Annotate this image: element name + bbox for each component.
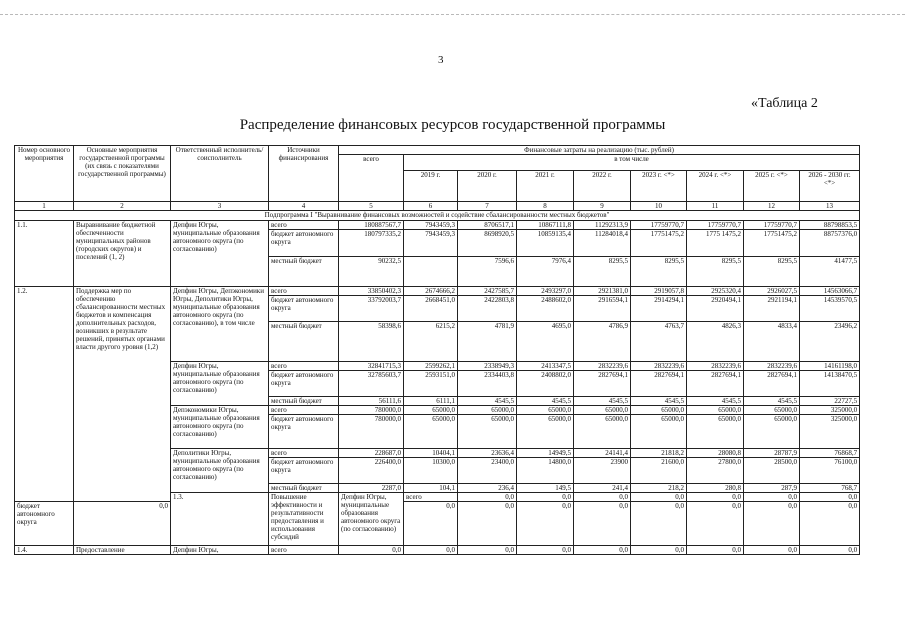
amount-2019: 6215,2: [404, 322, 458, 362]
amount-total: 32841715,3: [339, 362, 404, 371]
measure-number: 1.4.: [15, 546, 74, 555]
column-number: 4: [269, 202, 339, 211]
amount-2024: 0,0: [687, 502, 744, 546]
amount-total: 2287,0: [339, 484, 404, 493]
amount-2026-2030: 14539570,5: [800, 296, 860, 322]
header-measure-number: Номер основного мероприятия: [15, 146, 74, 202]
amount-2022: 65000,0: [574, 415, 631, 449]
amount-2023: 17759770,7: [631, 221, 687, 230]
amount-2023: 4763,7: [631, 322, 687, 362]
header-total: всего: [339, 155, 404, 202]
amount-2020: 23636,4: [458, 449, 517, 458]
amount-2021: 65000,0: [517, 415, 574, 449]
amount-2025: 2827694,1: [744, 371, 800, 397]
measure-executor: Депэкономики Югры, муниципальные образования автономного округа (по согласованию): [171, 406, 269, 449]
table-label: «Таблица 2: [751, 96, 818, 111]
amount-2019: 2593151,0: [404, 371, 458, 397]
column-number: 1: [15, 202, 74, 211]
amount-2026-2030: 14138470,5: [800, 371, 860, 397]
column-number: 9: [574, 202, 631, 211]
amount-2021: 10859135,4: [517, 230, 574, 257]
amount-2023: 2914294,1: [631, 296, 687, 322]
amount-total: 33792003,7: [339, 296, 404, 322]
header-financial-costs: Финансовые затраты на реализацию (тыс. рублей): [339, 146, 860, 155]
amount-2019: 6111,1: [404, 397, 458, 406]
source-regional-budget: бюджет автономного округа: [15, 502, 74, 546]
amount-total: 226400,0: [339, 458, 404, 484]
amount-2019: 2674666,2: [404, 287, 458, 296]
column-number: 2: [74, 202, 171, 211]
amount-2024: 28080,8: [687, 449, 744, 458]
subprogram-title: Подпрограмма I "Выравнивание финансовых возможностей и содействие сбалансированности местных бюджетов": [15, 211, 860, 221]
header-year-2022: 2022 г.: [574, 171, 631, 202]
amount-2023: 65000,0: [631, 415, 687, 449]
amount-total: 0,0: [339, 546, 404, 555]
amount-2019: [404, 257, 458, 287]
amount-2024: 0,0: [800, 493, 860, 502]
source-regional-budget: бюджет автономного округа: [269, 296, 339, 322]
amount-2026-2030: 325000,0: [800, 415, 860, 449]
amount-2021: 2408802,0: [517, 371, 574, 397]
amount-2024: 8295,5: [687, 257, 744, 287]
source-regional-budget: бюджет автономного округа: [269, 415, 339, 449]
amount-2020: 65000,0: [458, 415, 517, 449]
header-years-2026-2030: 2026 - 2030 гг. <*>: [800, 171, 860, 202]
amount-2023: 21600,0: [631, 458, 687, 484]
amount-2022: 2832239,6: [574, 362, 631, 371]
amount-2024: 4826,3: [687, 322, 744, 362]
amount-2020: 23400,0: [458, 458, 517, 484]
source-regional-budget: бюджет автономного округа: [269, 458, 339, 484]
amount-2023: 17751475,2: [631, 230, 687, 257]
amount-2022: 24141,4: [574, 449, 631, 458]
amount-2025: 2832239,6: [744, 362, 800, 371]
column-number: 11: [687, 202, 744, 211]
amount-2021: 4545,5: [517, 397, 574, 406]
amount-2019: 0,0: [517, 493, 574, 502]
amount-2024: 2925320,4: [687, 287, 744, 296]
amount-2020: 8698920,5: [458, 230, 517, 257]
amount-2025: 28500,0: [744, 458, 800, 484]
amount-2019: 104,1: [404, 484, 458, 493]
header-year-2020: 2020 г.: [458, 171, 517, 202]
amount-2026-2030: 23496,2: [800, 322, 860, 362]
document-title: Распределение финансовых ресурсов государственной программы: [239, 117, 666, 133]
header-year-2021: 2021 г.: [517, 171, 574, 202]
column-number: 6: [404, 202, 458, 211]
amount-2025: 8295,5: [744, 257, 800, 287]
amount-total: 228687,0: [339, 449, 404, 458]
amount-2022: 2921381,0: [574, 287, 631, 296]
measure-number: 1.1.: [15, 221, 74, 287]
amount-2020: 2422803,8: [458, 296, 517, 322]
header-executor: Ответственный исполнитель/ соисполнитель: [171, 146, 269, 202]
column-numbers-row: [15, 202, 860, 211]
amount-2023: 2827694,1: [631, 371, 687, 397]
page-edge-dashed-line: [0, 14, 905, 15]
amount-2025: 28787,9: [744, 449, 800, 458]
column-number: 10: [631, 202, 687, 211]
amount-2026-2030: 76100,0: [800, 458, 860, 484]
source-local-budget: местный бюджет: [269, 484, 339, 493]
source-total: всего: [404, 493, 458, 502]
amount-2024: 4545,5: [687, 397, 744, 406]
amount-2023: 0,0: [631, 502, 687, 546]
amount-2020: 0,0: [574, 493, 631, 502]
amount-2024: 27800,0: [687, 458, 744, 484]
amount-total: 180887567,7: [339, 221, 404, 230]
amount-2021: 4695,0: [517, 322, 574, 362]
amount-2022: 0,0: [574, 502, 631, 546]
amount-2021: 2493297,0: [517, 287, 574, 296]
amount-2026-2030: 0,0: [800, 546, 860, 555]
source-regional-budget: бюджет автономного округа: [269, 230, 339, 257]
amount-2023: 218,2: [631, 484, 687, 493]
amount-2025: 2921194,1: [744, 296, 800, 322]
amount-2024: 17759770,7: [687, 221, 744, 230]
amount-2026-2030: 325000,0: [800, 406, 860, 415]
amount-2021: 0,0: [517, 502, 574, 546]
amount-2022: 0,0: [574, 546, 631, 555]
amount-2021: 65000,0: [517, 406, 574, 415]
amount-2021: 14949,5: [517, 449, 574, 458]
amount-2020: 4781,9: [458, 322, 517, 362]
amount-2020: 2338949,3: [458, 362, 517, 371]
source-local-budget: местный бюджет: [269, 322, 339, 362]
amount-2021: 2488602,0: [517, 296, 574, 322]
amount-2019: 7943459,3: [404, 230, 458, 257]
column-number: 13: [800, 202, 860, 211]
amount-2025: 4833,4: [744, 322, 800, 362]
amount-total: 780000,0: [339, 406, 404, 415]
amount-2022: 11292313,9: [574, 221, 631, 230]
amount-2023: 21818,2: [631, 449, 687, 458]
header-year-2019: 2019 г.: [404, 171, 458, 202]
amount-2021: 0,0: [517, 546, 574, 555]
amount-2020: 0,0: [458, 546, 517, 555]
amount-2024: 65000,0: [687, 415, 744, 449]
source-total: всего: [269, 287, 339, 296]
amount-2020: 2427585,7: [458, 287, 517, 296]
amount-total: 58398,6: [339, 322, 404, 362]
amount-2024: 0,0: [687, 546, 744, 555]
source-local-budget: местный бюджет: [269, 257, 339, 287]
measure-executor: Деполитики Югры, муниципальные образования автономного округа (по согласованию): [171, 449, 269, 493]
amount-total: 0,0: [74, 502, 171, 546]
amount-2022: 0,0: [687, 493, 744, 502]
column-number: 5: [339, 202, 404, 211]
column-number: 8: [517, 202, 574, 211]
amount-2020: 0,0: [458, 502, 517, 546]
amount-2020: 8706517,1: [458, 221, 517, 230]
amount-2023: 65000,0: [631, 406, 687, 415]
amount-2022: 4545,5: [574, 397, 631, 406]
amount-2021: 14800,0: [517, 458, 574, 484]
column-number: 7: [458, 202, 517, 211]
amount-2024: 280,8: [687, 484, 744, 493]
amount-2025: 65000,0: [744, 415, 800, 449]
amount-2019: 7943459,3: [404, 221, 458, 230]
header-year-2024: 2024 г. <*>: [687, 171, 744, 202]
source-total: всего: [269, 406, 339, 415]
measure-executor: Депфин Югры, муниципальные образования автономного округа (по согласованию): [171, 221, 269, 287]
amount-2021: 149,5: [517, 484, 574, 493]
measure-name: Выравнивание бюджетной обеспеченности муниципальных районов (городских округов) и поселений (1, 2): [74, 221, 171, 287]
amount-2022: 4786,9: [574, 322, 631, 362]
amount-2023: 2919057,8: [631, 287, 687, 296]
source-regional-budget: бюджет автономного округа: [269, 371, 339, 397]
column-number: 3: [171, 202, 269, 211]
amount-2019: 65000,0: [404, 415, 458, 449]
amount-2019: 2599262,1: [404, 362, 458, 371]
amount-total: 780000,0: [339, 415, 404, 449]
measure-executor: Депфин Югры, муниципальные образования автономного округа (по согласованию): [339, 493, 404, 546]
amount-total: 0,0: [458, 493, 517, 502]
amount-2020: 236,4: [458, 484, 517, 493]
amount-2021: 2413347,5: [517, 362, 574, 371]
amount-2019: 0,0: [404, 546, 458, 555]
financial-resources-table: [14, 145, 860, 555]
source-total: всего: [269, 221, 339, 230]
amount-2023: 0,0: [631, 546, 687, 555]
amount-total: 180797335,2: [339, 230, 404, 257]
amount-2026-2030: 768,7: [800, 484, 860, 493]
amount-2026-2030: 41477,5: [800, 257, 860, 287]
amount-2021: 0,0: [631, 493, 687, 502]
amount-2022: 2916594,1: [574, 296, 631, 322]
measure-name: Поддержка мер по обеспечению сбалансированности местных бюджетов и компенсация дополнительных расходов, возникших в результате решений, принятых органами власти другого уровня (1,2): [74, 287, 171, 502]
header-year-2023: 2023 г. <*>: [631, 171, 687, 202]
amount-2021: 10867111,8: [517, 221, 574, 230]
amount-2023: 0,0: [744, 493, 800, 502]
amount-2025: 17759770,7: [744, 221, 800, 230]
amount-2025: 17751475,2: [744, 230, 800, 257]
amount-2026-2030: 88798853,5: [800, 221, 860, 230]
header-including: в том числе: [404, 155, 860, 171]
amount-2022: 23900: [574, 458, 631, 484]
amount-2025: 0,0: [744, 502, 800, 546]
amount-total: 56111,6: [339, 397, 404, 406]
measure-executor: Депфин Югры, Депэкономики Югры, Деполитики Югры, муниципальные образования автономного округа (по согласованию), в том числе: [171, 287, 269, 362]
amount-2020: 65000,0: [458, 406, 517, 415]
amount-2025: 0,0: [744, 546, 800, 555]
header-funding-sources: Источники финансирования: [269, 146, 339, 202]
amount-2026-2030: 14161198,0: [800, 362, 860, 371]
amount-2020: 4545,5: [458, 397, 517, 406]
source-total: всего: [269, 449, 339, 458]
source-local-budget: местный бюджет: [269, 397, 339, 406]
amount-2024: 2920494,1: [687, 296, 744, 322]
measure-name: Предоставление: [74, 546, 171, 555]
measure-name: Повышение эффективности и результативности предоставления и использования субсидий: [269, 493, 339, 546]
measure-executor: Депфин Югры, муниципальные образования автономного округа (по согласованию): [171, 362, 269, 406]
source-total: всего: [269, 546, 339, 555]
measure-number: 1.2.: [15, 287, 74, 502]
header-year-2025: 2025 г. <*>: [744, 171, 800, 202]
amount-2021: 7976,4: [517, 257, 574, 287]
amount-2023: 4545,5: [631, 397, 687, 406]
amount-2019: 0,0: [404, 502, 458, 546]
amount-2025: 287,9: [744, 484, 800, 493]
amount-2022: 8295,5: [574, 257, 631, 287]
amount-total: 32785603,7: [339, 371, 404, 397]
measure-executor: Депфин Югры,: [171, 546, 269, 555]
amount-2025: 4545,5: [744, 397, 800, 406]
amount-2019: 10404,1: [404, 449, 458, 458]
amount-2019: 10300,0: [404, 458, 458, 484]
amount-2026-2030: 14563066,7: [800, 287, 860, 296]
amount-2024: 2827694,1: [687, 371, 744, 397]
amount-2020: 2334403,8: [458, 371, 517, 397]
amount-2019: 65000,0: [404, 406, 458, 415]
amount-2020: 7596,6: [458, 257, 517, 287]
amount-2022: 241,4: [574, 484, 631, 493]
header-main-measures: Основные мероприятия государственной программы (их связь с показателями государственной программы): [74, 146, 171, 202]
amount-2026-2030: 0,0: [800, 502, 860, 546]
page-number: 3: [438, 54, 444, 66]
amount-2025: 2926027,5: [744, 287, 800, 296]
amount-2026-2030: 22727,5: [800, 397, 860, 406]
source-total: всего: [269, 362, 339, 371]
amount-2024: 2832239,6: [687, 362, 744, 371]
amount-2024: 1775 1475,2: [687, 230, 744, 257]
amount-2022: 65000,0: [574, 406, 631, 415]
amount-2026-2030: 76868,7: [800, 449, 860, 458]
amount-2024: 65000,0: [687, 406, 744, 415]
amount-2026-2030: 88757376,0: [800, 230, 860, 257]
amount-total: 33850402,3: [339, 287, 404, 296]
amount-2019: 2668451,0: [404, 296, 458, 322]
amount-2025: 65000,0: [744, 406, 800, 415]
amount-2023: 2832239,6: [631, 362, 687, 371]
amount-2022: 2827694,1: [574, 371, 631, 397]
column-number: 12: [744, 202, 800, 211]
amount-2022: 11284018,4: [574, 230, 631, 257]
amount-total: 90232,5: [339, 257, 404, 287]
measure-number: 1.3.: [171, 493, 269, 546]
amount-2023: 8295,5: [631, 257, 687, 287]
